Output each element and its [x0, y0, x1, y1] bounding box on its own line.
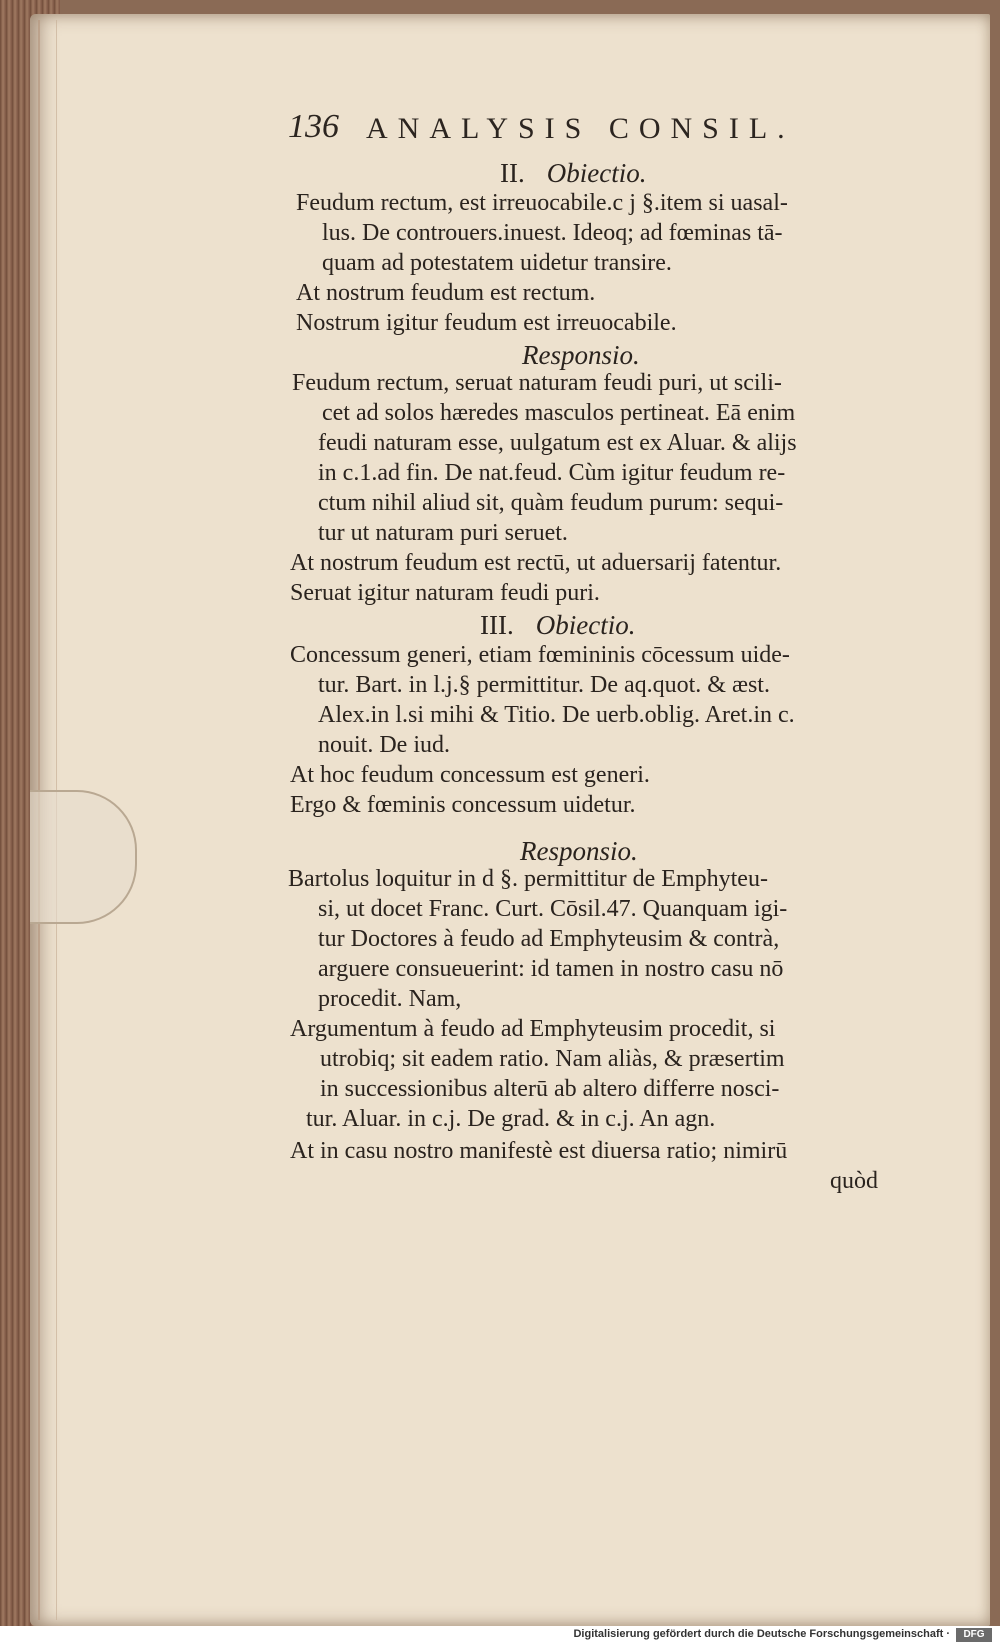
funding-notice: Digitalisierung gefördert durch die Deutsche Forschungsgemeinschaft · [573, 1628, 950, 1640]
line-text: Feudum rectum, est irreuocabile.c j §.item si uasal- [296, 190, 788, 216]
line-text: cet ad solos hæredes masculos pertineat. Eā enim [322, 400, 796, 426]
text-line [296, 278, 595, 308]
text-line [320, 1074, 779, 1104]
text-line [318, 924, 779, 954]
line-text: ctum nihil aliud sit, quàm feudum purum: sequi- [318, 490, 784, 516]
line-text: Alex.in l.si mihi & Titio. De uerb.oblig. Aret.in c. [318, 702, 795, 728]
page-number: 136 [288, 108, 339, 145]
line-text: Feudum rectum, seruat naturam feudi puri, ut scili- [292, 370, 782, 396]
text-line [290, 790, 636, 820]
text-line [290, 760, 650, 790]
line-text: quòd [830, 1168, 878, 1194]
text-line [318, 518, 568, 548]
text-line [322, 398, 795, 428]
line-text: tur. Bart. in l.j.§ permittitur. De aq.quot. & æst. [318, 672, 770, 698]
line-text: in successionibus alterū ab altero differre nosci- [320, 1076, 780, 1102]
text-line [290, 578, 600, 608]
section-heading [480, 610, 635, 640]
line-text: Ergo & fœminis concessum uidetur. [290, 792, 636, 818]
text-line [290, 640, 790, 670]
text-line [318, 984, 461, 1014]
section-number: II. [500, 158, 525, 188]
text-line [318, 458, 785, 488]
line-text: procedit. Nam, [318, 986, 462, 1012]
line-text: Nostrum igitur feudum est irreuocabile. [296, 310, 677, 336]
line-text: Concessum generi, etiam fœmininis cōcessum uide- [290, 642, 790, 668]
line-text: si, ut docet Franc. Curt. Cōsil.47. Quanquam igi- [318, 896, 788, 922]
text-line [318, 428, 797, 458]
text-line [288, 864, 768, 894]
line-text: tur. Aluar. in c.j. De grad. & in c.j. An agn. [306, 1106, 716, 1132]
text-line [318, 954, 783, 984]
text-line [290, 1014, 775, 1044]
text-line [322, 248, 672, 278]
line-text: arguere consueuerint: id tamen in nostro casu nō [318, 956, 784, 982]
line-text: Obiectio. [535, 610, 636, 640]
text-line [318, 894, 787, 924]
text-line [830, 1166, 878, 1196]
line-text: quam ad potestatem uidetur transire. [322, 250, 672, 276]
text-line [306, 1104, 715, 1134]
text-line [296, 188, 788, 218]
line-text: At hoc feudum concessum est generi. [290, 762, 650, 788]
line-text: Bartolus loquitur in d §. permittitur de Emphyteu- [288, 866, 768, 892]
line-text: lus. De controuers.inuest. Ideoq; ad fœminas tā- [322, 220, 783, 246]
text-line [290, 548, 781, 578]
text-line [318, 670, 770, 700]
dfg-logo: DFG [956, 1628, 992, 1642]
text-line [318, 700, 795, 730]
line-text: in c.1.ad fin. De nat.feud. Cùm igitur feudum re- [318, 460, 786, 486]
line-text: At in casu nostro manifestè est diuersa ratio; nimirū [290, 1138, 788, 1164]
text-line [318, 488, 783, 518]
section-heading [500, 158, 646, 188]
line-text: At nostrum feudum est rectū, ut aduersarij fatentur. [290, 550, 782, 576]
footer-bar [0, 1626, 1000, 1645]
line-text: Seruat igitur naturam feudi puri. [290, 580, 600, 606]
running-title: ANALYSIS CONSIL. [366, 112, 795, 145]
line-text: tur Doctores à feudo ad Emphyteusim & contrà, [318, 926, 780, 952]
line-text: Responsio. [520, 836, 638, 866]
line-text: Obiectio. [546, 158, 647, 188]
section-heading [522, 340, 640, 370]
text-line [292, 368, 782, 398]
line-text: feudi naturam esse, uulgatum est ex Aluar. & alijs [318, 430, 797, 456]
text-line [320, 1044, 785, 1074]
line-text: nouit. De iud. [318, 732, 450, 758]
line-text: Responsio. [522, 340, 640, 370]
line-text: tur ut naturam puri seruet. [318, 520, 568, 546]
line-text: utrobiq; sit eadem ratio. Nam aliàs, & præsertim [320, 1046, 785, 1072]
text-line [322, 218, 783, 248]
text-line [290, 1136, 787, 1166]
text-line [296, 308, 677, 338]
section-number: III. [480, 610, 514, 640]
line-text: Argumentum à feudo ad Emphyteusim procedit, si [290, 1016, 776, 1042]
text-line [318, 730, 450, 760]
section-heading [520, 836, 638, 866]
line-text: At nostrum feudum est rectum. [296, 280, 596, 306]
